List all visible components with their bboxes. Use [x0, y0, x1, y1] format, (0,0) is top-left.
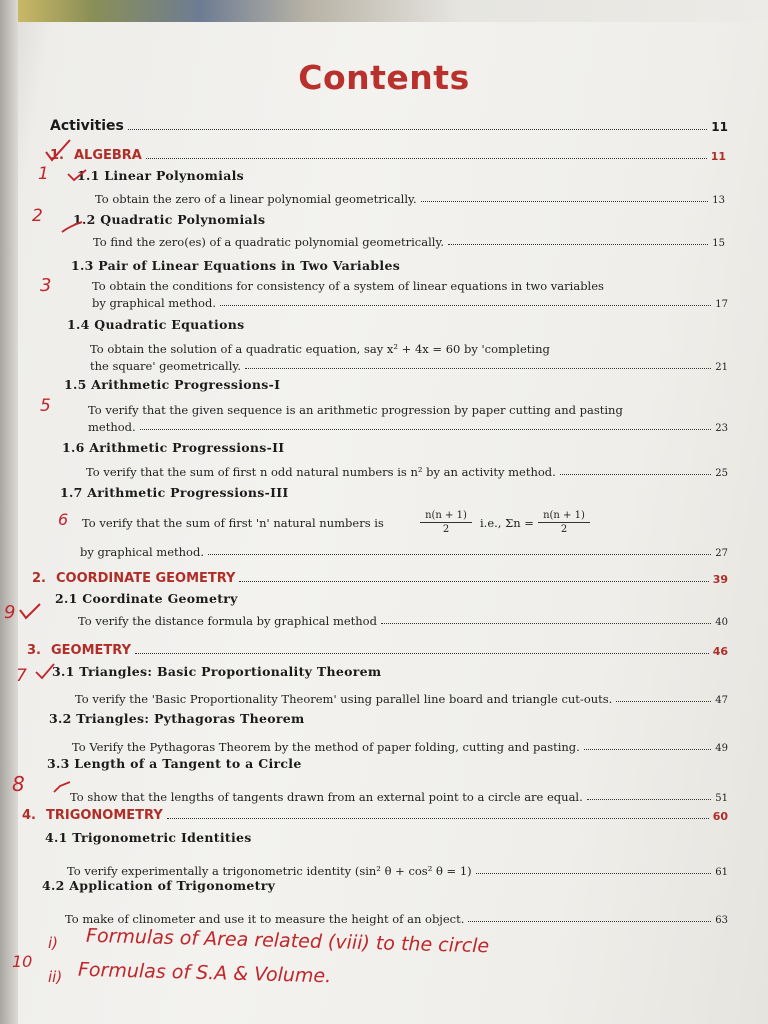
entry-4-2-desc: To make of clinometer and use it to measure the height of an object. [65, 912, 465, 926]
entry-1-4-desc-line1: To obtain the solution of a quadratic equation, say x² + 4x = 60 by 'completing [90, 342, 550, 356]
section-label: TRIGONOMETRY [45, 808, 163, 823]
entry-1-7-desc-line2: by graphical method. [80, 545, 204, 559]
handwritten-marker: i) [48, 934, 59, 952]
entry-1-7-page: 27 [715, 548, 728, 559]
entry-1-7-desc-part2: i.e., Σn = [480, 516, 534, 530]
entry-1-2-page: 15 [712, 238, 725, 249]
entry-3-1-page: 47 [715, 695, 728, 706]
entry-1-1-desc: To obtain the zero of a linear polynomial geometrically. [95, 192, 417, 206]
fraction-2-numerator: n(n + 1) [538, 510, 590, 523]
section-page: 60 [712, 810, 728, 823]
entry-2-1-page: 40 [715, 617, 728, 628]
entry-1-3-desc-line2: by graphical method. [92, 296, 216, 310]
entry-4-1-title: 4.1 Trigonometric Identities [45, 830, 252, 845]
entry-1-2-title: 1.2 Quadratic Polynomials [73, 212, 266, 227]
entry-1-6-title: 1.6 Arithmetic Progressions-II [62, 440, 285, 455]
entry-2-1-title: 2.1 Coordinate Geometry [55, 591, 238, 606]
section-number: 4. [22, 808, 36, 823]
entry-2-1-desc: To verify the distance formula by graphical method [78, 614, 377, 628]
fraction-1-denominator: 2 [442, 524, 450, 535]
entry-3-3-desc: To show that the lengths of tangents drawn from an external point to a circle are equal. [70, 790, 583, 804]
entry-3-2-desc: To Verify the Pythagoras Theorem by the method of paper folding, cutting and pasting. [72, 740, 580, 754]
section-page: 46 [712, 645, 728, 658]
section-label: COORDINATE GEOMETRY [55, 571, 236, 586]
handwritten-note: Formulas of S.A & Volume. [77, 958, 332, 988]
entry-4-1-page: 61 [715, 867, 728, 878]
handwritten-number: 10 [12, 952, 33, 971]
section-label: GEOMETRY [50, 643, 131, 658]
entry-4-2-title: 4.2 Application of Trigonometry [42, 878, 276, 893]
entry-1-6-page: 25 [715, 468, 728, 479]
entry-3-2-page: 49 [715, 743, 728, 754]
entry-1-4-title: 1.4 Quadratic Equations [67, 317, 245, 332]
handwritten-number: 3 [40, 275, 52, 296]
entry-3-1-title: 3.1 Triangles: Basic Proportionality Theorem [52, 664, 382, 679]
entry-1-7-desc-part1: To verify that the sum of first 'n' natural numbers is [82, 516, 384, 530]
activities-label: Activities [50, 118, 124, 134]
section-number: 2. [32, 571, 46, 586]
entry-1-3-desc-line1: To obtain the conditions for consistency of a system of linear equations in two variables [92, 279, 604, 293]
entry-1-1-page: 13 [712, 195, 725, 206]
handwritten-number: 9 [4, 602, 16, 623]
entry-1-6-desc: To verify that the sum of first n odd natural numbers is n² by an activity method. [86, 465, 556, 479]
handwritten-number: 7 [16, 666, 27, 686]
entry-1-4-page: 21 [715, 362, 728, 373]
entry-3-3-title: 3.3 Length of a Tangent to a Circle [47, 756, 302, 771]
entry-4-1-desc: To verify experimentally a trigonometric identity (sin² θ + cos² θ = 1) [67, 864, 472, 878]
entry-1-4-desc-line2: the square' geometrically. [90, 359, 242, 373]
entry-4-2-page: 63 [715, 915, 728, 926]
handwritten-number: 5 [40, 396, 51, 416]
fraction-1-numerator: n(n + 1) [420, 510, 472, 523]
entry-3-1-desc: To verify the 'Basic Proportionality Theorem' using parallel line board and triangle cut-outs. [75, 692, 613, 706]
page-title: Contents [298, 58, 470, 97]
section-page: 11 [710, 150, 726, 163]
section-number: 3. [27, 643, 41, 658]
handwritten-marker: ii) [48, 968, 63, 986]
handwritten-note: Formulas of Area related (viii) to the circle [85, 924, 490, 958]
entry-3-2-title: 3.2 Triangles: Pythagoras Theorem [49, 711, 305, 726]
section-number: 1. [50, 148, 64, 163]
handwritten-number: 6 [58, 510, 69, 529]
handwritten-number: 2 [32, 206, 43, 226]
handwritten-number: 1 [38, 164, 49, 184]
entry-3-3-page: 51 [715, 793, 728, 804]
handwritten-number: 8 [12, 772, 25, 796]
entry-1-3-page: 17 [715, 299, 728, 310]
entry-1-1-title: 1.1 Linear Polynomials [77, 168, 245, 183]
entry-1-7-title: 1.7 Arithmetic Progressions-III [60, 485, 289, 500]
entry-1-5-title: 1.5 Arithmetic Progressions-I [64, 377, 281, 392]
entry-1-5-page: 23 [715, 423, 728, 434]
entry-1-3-title: 1.3 Pair of Linear Equations in Two Variables [71, 258, 401, 273]
entry-1-2-desc: To find the zero(es) of a quadratic polynomial geometrically. [93, 235, 445, 249]
entry-1-5-desc-line2: method. [88, 420, 136, 434]
section-label: ALGEBRA [73, 148, 142, 163]
section-page: 39 [712, 573, 728, 586]
activities-page: 11 [711, 120, 728, 134]
fraction-2-denominator: 2 [560, 524, 568, 535]
entry-1-5-desc-line1: To verify that the given sequence is an arithmetic progression by paper cutting and pasting [88, 403, 623, 417]
